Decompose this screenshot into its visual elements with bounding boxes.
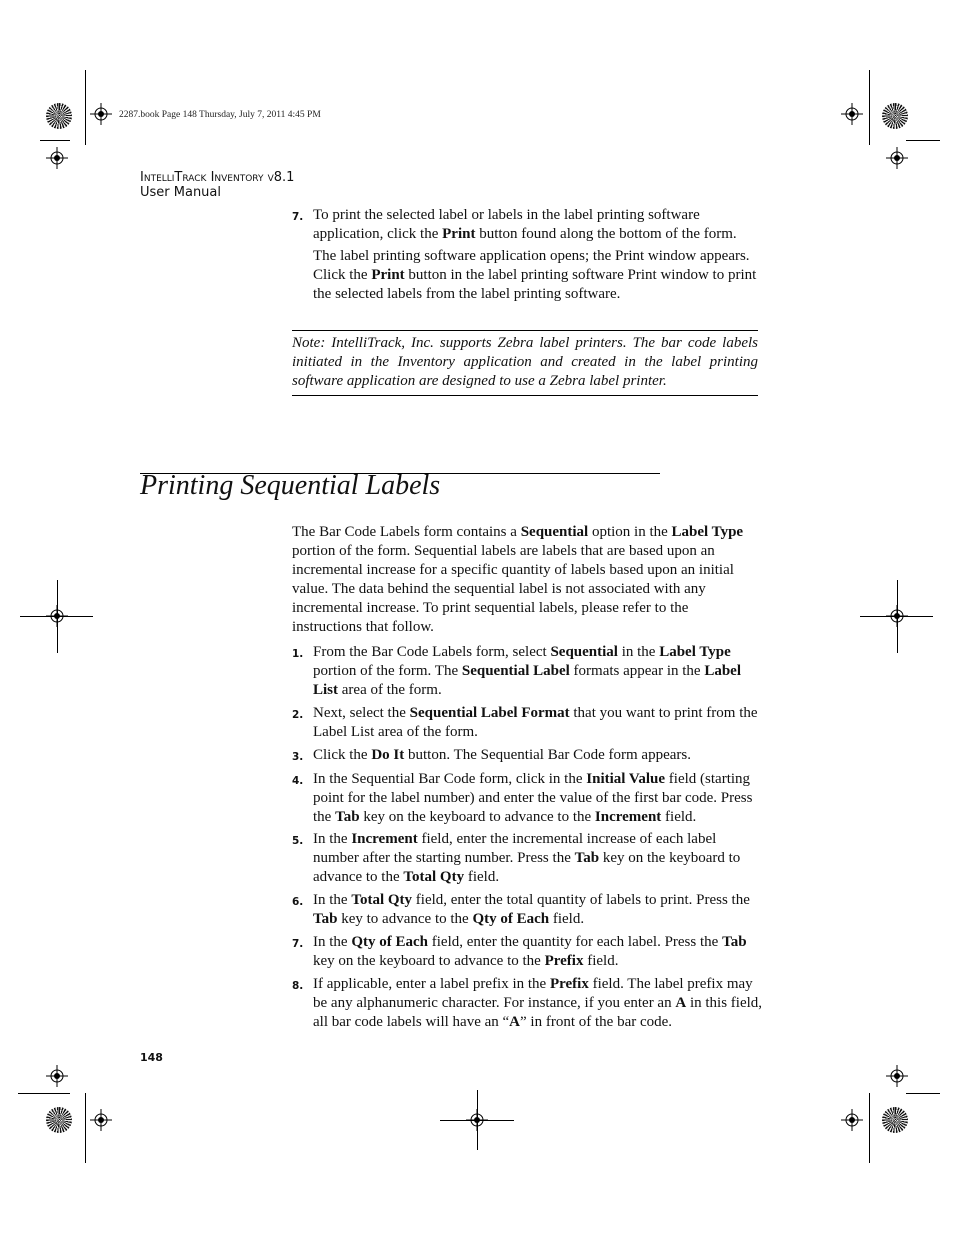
step-number: 1. <box>292 648 304 660</box>
list-item <box>292 891 762 929</box>
step-number: 7. <box>292 938 304 950</box>
step-number: 6. <box>292 896 304 908</box>
step-text: In the Total Qty field, enter the total quantity of labels to print. Press the Tab key to advance to the Qty of Each field. <box>313 892 750 927</box>
section-title: Printing Sequential Labels <box>140 470 441 501</box>
step-number: 2. <box>292 709 304 721</box>
print-slug: 2287.book Page 148 Thursday, July 7, 2011 4:45 PM <box>119 110 321 120</box>
list-item <box>292 746 762 765</box>
running-header-subtitle: User Manual <box>140 185 222 200</box>
registration-mark-icon <box>46 147 68 169</box>
list-item <box>292 830 762 887</box>
step-text: In the Qty of Each field, enter the quantity for each label. Press the Tab key on the keyboard to advance to the Prefix field. <box>313 934 747 969</box>
list-item <box>292 206 762 304</box>
running-header <box>140 170 294 200</box>
list-item <box>292 704 762 742</box>
registration-mark-icon <box>886 1065 908 1087</box>
registration-mark-icon <box>90 103 112 125</box>
list-item <box>292 770 762 827</box>
step-text: To print the selected label or labels in the label printing software application, click the Print button found along the bottom of the form. <box>313 207 737 242</box>
intro-paragraph: The Bar Code Labels form contains a Sequential option in the Label Type portion of the form. Sequential labels are labels that are based upon an incremental increase for a specific quantity of labels based upon an initial value. The data behind the sequential label is not associated with any incremental increase. To print sequential labels, please refer to the instructions that follow. <box>292 524 744 635</box>
step-number: 7. <box>292 211 304 223</box>
registration-mark-icon <box>90 1109 112 1131</box>
step-number: 8. <box>292 980 304 992</box>
step-text: Next, select the Sequential Label Format that you want to print from the Label List area of the form. <box>313 705 758 740</box>
step-number: 4. <box>292 775 304 787</box>
registration-mark-icon <box>46 1065 68 1087</box>
registration-mark-icon <box>841 1109 863 1131</box>
step-text: From the Bar Code Labels form, select Sequential in the Label Type portion of the form. The Sequential Label formats appear in the Label List area of the form. <box>313 644 742 698</box>
registration-rosette-icon <box>882 103 908 129</box>
registration-mark-icon <box>841 103 863 125</box>
step-text: In the Increment field, enter the incremental increase of each label number after the starting number. Press the Tab key on the keyboard to advance to the Total Qty field. <box>313 831 741 885</box>
registration-rosette-icon <box>882 1107 908 1133</box>
note-text: Note: IntelliTrack, Inc. supports Zebra label printers. The bar code labels initiated in the Inventory application and created in the label printing software application are designed to use a Zebra label printer. <box>292 335 758 389</box>
page-number: 148 <box>140 1051 163 1064</box>
registration-rosette-icon <box>46 103 72 129</box>
step-text: In the Sequential Bar Code form, click in the Initial Value field (starting point for the label number) and enter the value of the first bar code. Press the Tab key on the keyboard to advance to the Increment field. <box>313 771 753 825</box>
registration-mark-icon <box>886 147 908 169</box>
registration-rosette-icon <box>46 1107 72 1133</box>
list-item <box>292 643 762 700</box>
running-header-title: IntelliTrack Inventory v8.1 <box>140 170 295 185</box>
step-number: 5. <box>292 835 304 847</box>
step-text: Click the Do It button. The Sequential Bar Code form appears. <box>313 747 691 763</box>
step-number: 3. <box>292 751 304 763</box>
step-text: If applicable, enter a label prefix in the Prefix field. The label prefix may be any alphanumeric character. For instance, if you enter an A in this field, all bar code labels will have an “A” in front of the bar code. <box>313 976 763 1030</box>
list-item <box>292 933 762 971</box>
list-item <box>292 975 762 1032</box>
note-box <box>292 330 758 396</box>
step-followup-text: The label printing software application opens; the Print window appears. Click the Print button in the label printing software Print window to print the selected labels from the label printing software. <box>313 248 757 302</box>
